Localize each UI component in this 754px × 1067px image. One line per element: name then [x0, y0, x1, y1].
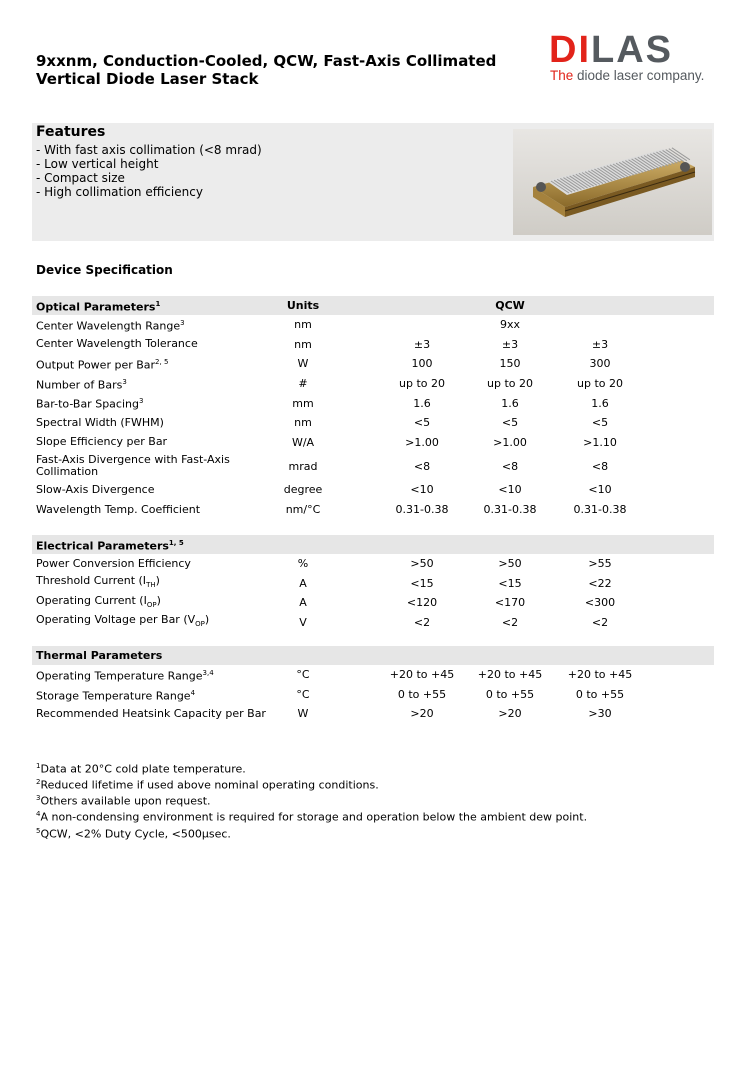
param-unit: V [299, 616, 307, 630]
spec-row [32, 413, 714, 433]
param-name: Slow-Axis Divergence [36, 482, 155, 496]
param-unit: °C [296, 687, 310, 701]
param-unit: W/A [291, 435, 315, 449]
param-value: 300 [589, 357, 611, 371]
footnote: $^5$QCW, <2% Duty Cycle, <500µsec. [36, 826, 231, 841]
param-value: 0.31-0.38 [395, 503, 449, 517]
param-value: ±3 [591, 337, 609, 351]
spec-row [32, 613, 714, 633]
param-value: ±3 [413, 337, 431, 351]
spec-row [32, 393, 714, 413]
document-title [36, 52, 496, 88]
param-value: <5 [501, 416, 519, 430]
footnote-ref: 3 [122, 377, 127, 386]
footnote-number: 5 [36, 826, 41, 835]
param-value: <22 [588, 576, 612, 590]
param-value: <8 [413, 459, 431, 473]
footnote: $^4$A non-condensing environment is required for storage and operation below the ambient dew point. [36, 810, 588, 825]
param-unit: A [299, 596, 307, 610]
param-value: 0 to +55 [397, 687, 447, 701]
spec-row [32, 354, 714, 374]
param-value: >1.00 [405, 435, 439, 449]
param-value: 1.6 [591, 396, 609, 410]
param-name: Center Wavelength Range$^3$ [36, 318, 185, 333]
param-value: <10 [410, 483, 434, 497]
param-value: <2 [413, 616, 431, 630]
spec-row [32, 665, 714, 685]
param-unit: nm [294, 416, 312, 430]
param-value: +20 to +45 [389, 668, 455, 682]
footnote: $^2$Reduced lifetime if used above nominal operating conditions. [36, 778, 379, 792]
param-value: >20 [410, 707, 434, 721]
param-name: Wavelength Temp. Coefficient [36, 502, 201, 516]
subscript: OP [146, 601, 157, 610]
param-value: >55 [588, 557, 612, 571]
electrical-header-row: Electrical Parameters$^{1, 5}$ [32, 535, 714, 554]
param-name: Center Wavelength Tolerance [36, 337, 198, 351]
footnote-ref: 3 [138, 397, 144, 406]
param-value: <10 [588, 483, 612, 497]
spec-row [32, 500, 714, 520]
electrical-header: Electrical Parameters [36, 539, 169, 553]
param-name: Number of Bars$^3$ [36, 377, 127, 392]
thermal-table [32, 646, 714, 724]
param-value: <5 [591, 416, 609, 430]
footnote: $^1$Data at 20°C cold plate temperature. [36, 762, 246, 776]
param-value: 100 [411, 357, 433, 371]
param-unit: nm/°C [285, 503, 321, 517]
param-value: 0.31-0.38 [483, 503, 537, 517]
param-value: <170 [494, 596, 526, 610]
footnote-number: 2 [36, 778, 41, 787]
param-value: <120 [406, 596, 438, 610]
param-name: Spectral Width (FWHM) [36, 415, 164, 429]
spec-row [32, 554, 714, 574]
logo-wordmark: DILAS [549, 29, 673, 71]
footnote-ref: 4 [190, 688, 196, 697]
param-name: Fast-Axis Divergence with Fast-Axis Collimation [36, 453, 230, 479]
optical-table [32, 296, 714, 519]
qcw-header: QCW [495, 299, 525, 312]
param-unit: mm [292, 396, 314, 410]
electrical-table [32, 535, 714, 632]
param-name: Threshold Current $(I_{TH})$ [36, 574, 160, 590]
footnote-number: 4 [36, 810, 41, 819]
title-line-1: 9xxnm, Conduction-Cooled, QCW, Fast-Axis Collimated [36, 52, 497, 70]
param-value: >30 [588, 707, 612, 721]
spec-row [32, 704, 714, 724]
param-unit: # [298, 377, 308, 391]
footnote: $^3$Others available upon request. [36, 794, 211, 808]
spec-row [32, 480, 714, 500]
param-value: >50 [410, 557, 434, 571]
param-unit: % [297, 557, 309, 571]
spec-row [32, 335, 714, 355]
param-value: up to 20 [487, 377, 533, 391]
param-value: <10 [498, 483, 522, 497]
subscript: OP [195, 620, 205, 629]
param-value: 1.6 [413, 396, 431, 410]
param-value: >1.00 [493, 435, 527, 449]
param-name: Output Power per Bar$^{2, 5}$ [36, 358, 169, 372]
param-value: 9xx [499, 318, 521, 332]
features-heading: Features [36, 124, 106, 140]
footnote-ref: 3 [180, 318, 185, 327]
spec-row [32, 315, 714, 335]
feature-item: - Low vertical height [36, 157, 159, 171]
param-value: <8 [501, 459, 519, 473]
param-name: Operating Temperature Range$^{3,4}$ [36, 668, 214, 683]
thermal-rows [32, 665, 714, 724]
spec-row [32, 433, 714, 453]
param-value: 0 to +55 [575, 687, 625, 701]
param-value: +20 to +45 [477, 668, 543, 682]
title-line-2: Vertical Diode Laser Stack [36, 70, 259, 88]
footnote-ref: 2, 5 [155, 358, 169, 367]
footnote-number: 1 [36, 762, 41, 770]
optical-header: Optical Parameters [36, 300, 156, 314]
device-spec-heading: Device Specification [36, 263, 173, 277]
param-unit: °C [296, 668, 310, 682]
param-unit: degree [283, 483, 323, 497]
param-name: Slope Efficiency per Bar [36, 435, 168, 449]
param-value: >1.10 [583, 435, 617, 449]
param-name: Power Conversion Efficiency [36, 556, 191, 570]
param-value: >50 [498, 557, 522, 571]
param-value: <2 [501, 616, 519, 630]
spec-row [32, 374, 714, 394]
param-name: Bar-to-Bar Spacing$^3$ [36, 397, 144, 411]
thermal-header-row [32, 646, 714, 665]
laser-stack-image [513, 129, 712, 235]
param-value: <8 [591, 459, 609, 473]
param-name: Operating Current $(I_{OP})$ [36, 593, 161, 610]
param-value: <2 [591, 616, 609, 630]
footnote-number: 3 [36, 794, 41, 803]
param-name: Operating Voltage per Bar $(V_{OP})$ [36, 613, 210, 629]
param-unit: W [297, 707, 309, 721]
feature-item: - With fast axis collimation (<8 mrad) [36, 143, 262, 157]
param-value: 0.31-0.38 [573, 503, 627, 517]
param-value: <5 [413, 416, 431, 430]
param-unit: nm [294, 337, 312, 351]
param-value: up to 20 [399, 377, 445, 391]
param-unit: W [297, 357, 309, 371]
param-value: >20 [498, 707, 522, 721]
param-name: Recommended Heatsink Capacity per Bar [36, 706, 266, 720]
spec-row [32, 685, 714, 705]
optical-header-row: Optical Parameters$^1$ Units QCW [32, 296, 714, 315]
param-value: ±3 [501, 337, 519, 351]
param-value: up to 20 [577, 377, 623, 391]
param-unit: nm [294, 318, 312, 332]
subscript: TH [146, 581, 156, 590]
spec-row [32, 452, 714, 480]
param-value: <15 [410, 576, 434, 590]
logo-tagline: The diode laser company. [550, 68, 705, 83]
param-value: +20 to +45 [567, 668, 633, 682]
param-name: Storage Temperature Range$^4$ [36, 688, 196, 703]
param-value: <300 [584, 596, 616, 610]
features-panel [32, 123, 714, 241]
thermal-header: Thermal Parameters [36, 648, 163, 662]
spec-row [32, 574, 714, 594]
param-unit: A [299, 576, 307, 590]
optical-rows [32, 315, 714, 519]
spec-row [32, 593, 714, 613]
features-list [36, 143, 262, 199]
param-value: <15 [498, 576, 522, 590]
feature-item: - High collimation efficiency [36, 185, 203, 199]
electrical-rows [32, 554, 714, 632]
footnotes [36, 760, 587, 841]
param-value: 150 [499, 357, 521, 371]
footnote-ref: 3,4 [202, 668, 214, 677]
units-header: Units [286, 299, 320, 312]
dilas-logo [549, 29, 729, 85]
feature-item: - Compact size [36, 171, 125, 185]
param-value: 0 to +55 [485, 687, 535, 701]
param-value: 1.6 [501, 396, 519, 410]
param-unit: mrad [288, 459, 318, 473]
